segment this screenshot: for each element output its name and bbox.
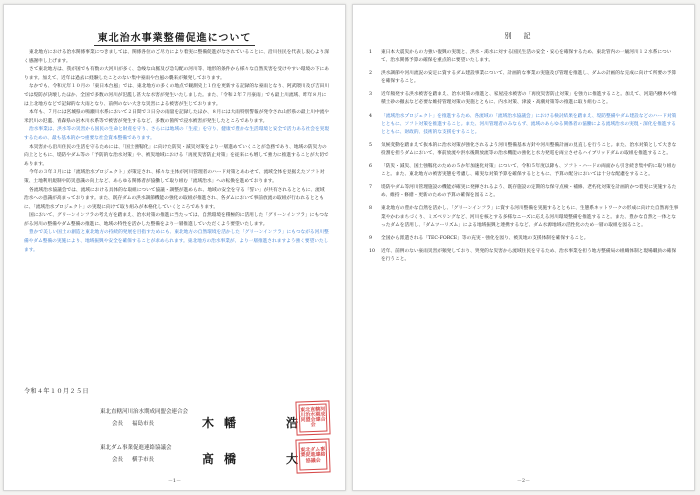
item-text: 堤防やダム等河川管理施設の機能が確実に発揮されるよう、既存施設の定期的な保守点検・補修、老朽化対策を計画的かつ着実に実施するため、維持・修繕・更新のための予算の確保を図ること。 bbox=[381, 185, 677, 199]
seal-text: 東北ダム事業促進連絡協議会 bbox=[299, 442, 328, 471]
list-item bbox=[369, 205, 680, 229]
rep-name-end: 大 bbox=[286, 452, 299, 466]
paragraph-highlighted: 治水事業は、洪水等の災害から国民の生命と財産を守り、さらには地域の「生産」を守り、健康で豊かな生活環境と安全で活力ある社会を実現するための、最も基本的かつ重要な社会資本整備であります。 bbox=[24, 127, 330, 141]
item-text: 気候変動を踏まえて抜本的に治水対策が強化されるよう河川整備基本方針や河川整備計画の見直しを行うこと。また、治水対策として大きな役割を担うダムにおいて、事前放流や洪水後期放流等の治水機能の強化と水力発電を両立させるハイブリッドダムの取組を推進すること。 bbox=[381, 142, 677, 156]
item-text: 東北地方の豊かな自然を活かし、「グリーンインフラ」に資する河川整備を実施するとともに、生態系ネットワークの形成に向けた自然再生事業やかわまちづくり、ミズベリングなど、河川を核とする多様なニーズに応える河川環境整備を推進すること。また、豊かな自然と一体となったダムを活用し、「ダムツーリズム」による地域振興と連携するなど、ダム水源地域の活性化のため一層の取組を図ること。 bbox=[381, 206, 679, 228]
list-item bbox=[369, 49, 680, 65]
section-title: 別記 bbox=[504, 32, 543, 40]
paragraph-highlighted: 豊かで美しい国土の創造と東北地方の持続的発展を目指すためにも、東北地方の自然環境を活かした「グリーンインフラ」にもつながる河川整備やダム整備の実施により、地域振興や安全を確保することが求められます。東北地方の治水事業が、より一層推進されますよう強く要望いたします。 bbox=[24, 230, 329, 253]
list-item bbox=[369, 113, 680, 137]
paragraph: なかでも、令和元年１０月の「東日本台風」では、東北地方の多くの地点で観測史上１位を更新する記録的な豪雨となり、阿武隈川及び吉田川では堤防が決壊したほか、全国で多数の河川が氾濫し甚大な水害が発生いたしました。また、「令和２年７月豪雨」でも最上川流域、昨年８月には上北地方などで記録的な大雨となり、前例のない大きな災害による被害が生じております。 bbox=[24, 84, 330, 107]
paragraph: 国において、グリーンインフラの考え方を踏まえ、治水対策の推進に当たっては、自然環境を積極的に活用した「グリーンインフラ」にもつながる河川の整備やダム整備の推進に、地域の特性を活かした整備をより一層推進していただくよう要望いたします。 bbox=[24, 213, 329, 227]
item-number: 6 bbox=[369, 164, 372, 170]
list-item bbox=[369, 184, 680, 200]
list-item bbox=[369, 91, 680, 107]
rep-name: 髙橋 bbox=[202, 452, 247, 466]
list-item bbox=[369, 142, 680, 158]
rep-title: 福島市長 bbox=[132, 421, 155, 427]
document-date: 令和４年１０月２５日 bbox=[24, 388, 90, 395]
rep-name: 木幡 bbox=[202, 416, 247, 430]
official-seal bbox=[295, 400, 330, 435]
item-number: 3 bbox=[369, 92, 372, 98]
item-text: 近年頻発する洪水被害を踏まえ、治水対策の推進と、家屋浸水被害の「再度災害防止対策」を強力に推進すること。加えて、河道内樹木や堆積土砂の撤去など必要な維持管理対策の実施とともに、内水対策、津波・高潮対策等の推進に取り組むこと。 bbox=[381, 92, 677, 106]
item-number: 8 bbox=[369, 206, 372, 212]
paragraph: 本年も、７月には宮城県の鳴瀬川水系において２日間で３日分の雨量を記録したほか、８月には大雨特別警報が発令され山形県の最上川中流や米沢川の氾濫、青森県の岩木川水系等で被害が発生するなど、多数の箇所で浸水被害が発生したところであります。 bbox=[24, 110, 330, 124]
paragraph: さて東北地方は、我が国でも有数の大河川が多く、急峻な山脈及び急勾配の河川等、地形的条件から様々な自然災害を受けやすい環境の下にあります。加えて、近年は過去に経験したことのない集中豪雨や台風の襲来が頻発しております。 bbox=[24, 67, 329, 81]
rep-label: 会長 bbox=[112, 457, 124, 463]
item-text: 近年、前例のない豪雨災害が頻発しており、突発的な災害から流域住民を守るため、治水事業を担う地方整備局の組織体制と現場職員の確保を行うこと。 bbox=[381, 248, 677, 262]
org-name: 東北ダム事業促進連絡協議会 bbox=[100, 445, 172, 451]
requests-list bbox=[369, 49, 680, 269]
paragraph: 各流域治水協議会では、流域における具体的な取組について協議・調整が進められ、地域の安全を守る「誓い」が共有されるとともに、流域治水への意識が高まっております。また、既存ダムの洪水調節機能の強化の取組が推進され、各ダムにおいて事前放流の取組が行われるとともに、「流域治水プロジェクト」の実現に向けて取り組みが本格化していくところであります。 bbox=[24, 187, 325, 210]
paragraph: 本災害から沿川住民の生活を守るためには、「国土強靱化」に向けた防災・減災対策をより一層進めていくことが急務であり、地域の防災力の向上とともに、堤防やダム等の「予防的な治水対策」や、被災地域における「再度災害防止対策」を従来にも増して強力に推進することが大切であります。 bbox=[24, 144, 329, 167]
item-number: 5 bbox=[369, 142, 372, 148]
official-seal bbox=[295, 438, 330, 473]
rep-title: 横手市長 bbox=[132, 457, 155, 463]
document-page-1 bbox=[3, 4, 346, 491]
item-text: 「流域治水プロジェクト」を推進するため、各流域の「流域治水協議会」における検討結果を踏まえ、堤防整備やダム建設などのハード対策とともに、ソフト対策を推進すること。また、河川管理者のみならず、流域のあらゆる関係者の協働による流域治水の実現・深化を推進するとともに、財政的、技術的な支援をすること。 bbox=[381, 113, 677, 135]
page-title: 東北治水事業整備促進について bbox=[4, 29, 345, 44]
item-text: 全国から派遣される「TEC-FORCE」等の充実・強化を図り、被災地の支援体制を確保すること。 bbox=[381, 235, 589, 241]
item-number: 10 bbox=[369, 248, 375, 254]
item-number: 1 bbox=[369, 50, 372, 55]
page-number: －2－ bbox=[516, 478, 531, 484]
rep-name-end: 浩 bbox=[286, 416, 299, 430]
item-text: 東日本大震災からの力強い復興の実現と、洪水・渇水に対する国民生活の安全・安心を確保するため、東北管内の一級河川１２水系について、治水関係予算の確保を重点的に要望いたします。 bbox=[381, 50, 672, 64]
paragraph: 東北地方における治水関係事業につきましては、関係各位のご尽力により着実に整備促進がなされていることに、沿川住民を代表し衷心より深く感謝申し上げます。 bbox=[24, 50, 329, 64]
item-number: 7 bbox=[369, 185, 372, 191]
item-text: 洪水調節や河川流況の安定に資するダム建設事業について、計画的な事業の実施及び管理を推進し、ダムの計画的な完成に向けて所要の予算を確保すること。 bbox=[381, 71, 677, 85]
list-item bbox=[369, 248, 680, 264]
rep-label: 会長 bbox=[112, 421, 124, 427]
list-item bbox=[369, 235, 680, 243]
paragraph: 今年の３年３月には「流域治水プロジェクト」が策定され、様々な主体が河川管理者のハード対策とあわせて、流域全体を見据えたソフト対策、土地利用規制や防災意識の向上など、あらゆる関係者が協働して取り組む「流域治水」への転換を進めております。 bbox=[24, 170, 325, 184]
body-text bbox=[24, 49, 329, 255]
seal-text: 東北直轄河川治水期成同盟会連合会 bbox=[299, 404, 328, 433]
list-item bbox=[369, 163, 680, 179]
item-number: 9 bbox=[369, 235, 372, 241]
page-number: －1－ bbox=[167, 478, 182, 484]
item-number: 2 bbox=[369, 71, 372, 77]
list-item bbox=[369, 70, 680, 86]
document-page-2 bbox=[352, 4, 695, 491]
item-text: 「防災・減災、国土強靱化のための５か年加速化対策」について、令和５年度以降も、ソフト・ハードの両面から引き続き集中的に取り組むこと。また、東北地方の被害実態を考慮し、確実な対策予算を確保するとともに、予算の配分においては十分な配慮をすること。 bbox=[381, 164, 677, 178]
org-name: 東北直轄河川治水期成同盟会連合会 bbox=[100, 409, 189, 415]
item-number: 4 bbox=[369, 113, 372, 119]
